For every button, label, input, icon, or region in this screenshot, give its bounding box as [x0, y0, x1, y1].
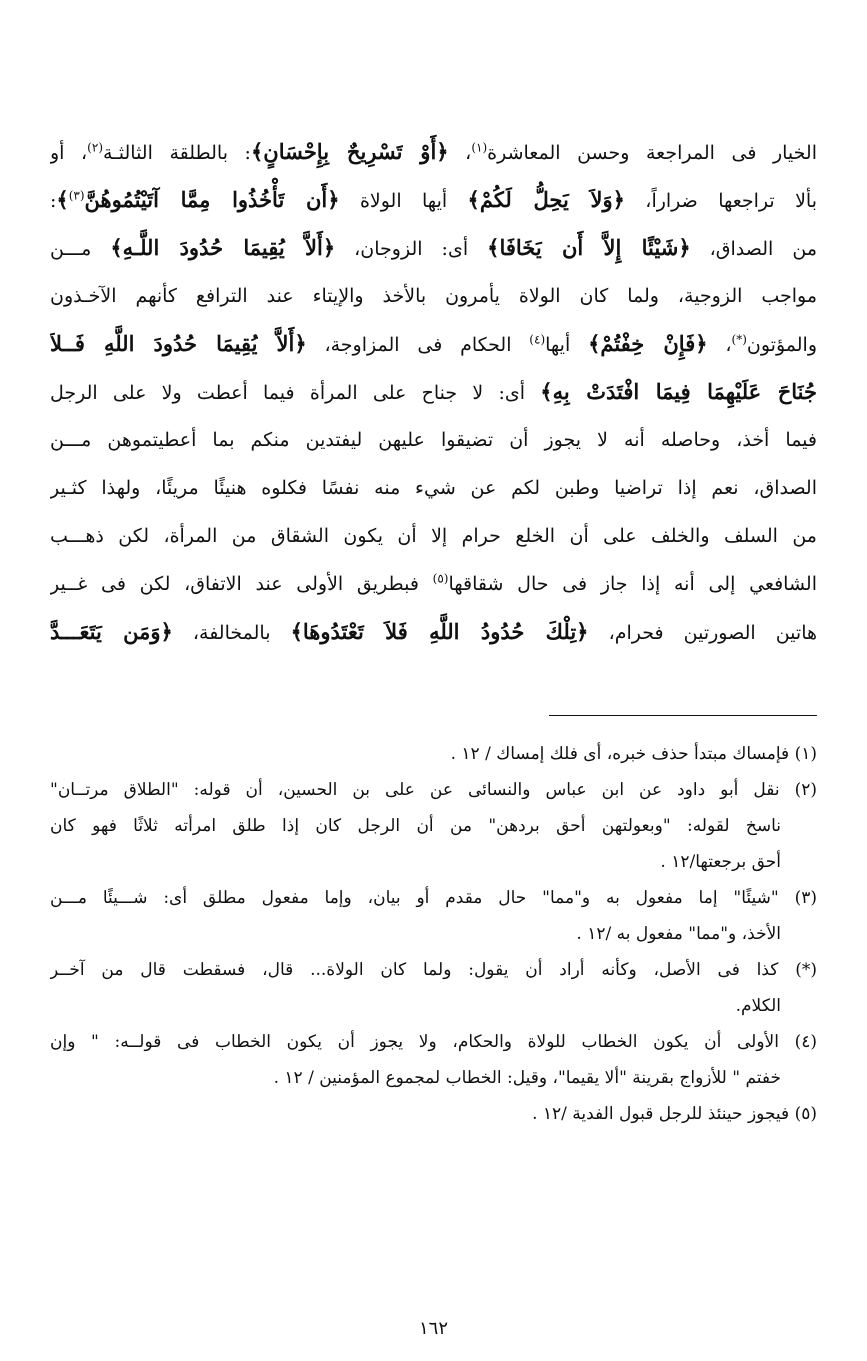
text-segment: الشافعي إلى أنه إذا جاز فى حال شقاقها — [448, 573, 817, 595]
text-segment: أى: الزوجان، — [335, 238, 488, 260]
footnote-marker: (١) — [471, 140, 488, 155]
text-segment: فيما أخذ، وحاصله أنه لا يجوز أن تضيقوا عليهن ليفتدين منكم بما أعطيتموهن مـــن — [50, 429, 817, 451]
footnote-marker: (*) — [731, 332, 747, 347]
quran-quote: ﴾ — [56, 187, 69, 212]
quran-quote: ﴿أَلاَّ يُقِيمَا حُدُودَ اللَّـهِ﴾ — [110, 235, 336, 260]
text-segment: هاتين الصورتين فحرام، — [588, 622, 817, 644]
text-segment: من السلف والخلف على أن الخلع حرام إلا أن يكون الشقاق من المرأة، لكن ذهـــب — [50, 525, 817, 547]
footnote-line: (٤) الأولى أن يكون الخطاب للولاة والحكام، ولا يجوز أن يكون الخطاب فى قولــه: " وإن — [50, 1032, 817, 1052]
text-line — [50, 320, 817, 368]
footnote-line: (٣) "شيئًا" إما مفعول به و"مما" حال مقدم أو بيان، وإما مفعول مطلق أى: شـــيئًا مـــن — [50, 888, 817, 908]
text-line — [50, 512, 817, 560]
quran-quote: ﴿أَن تَأْخُذُوا مِمَّا آتَيْتُمُوهُنَّ — [84, 187, 340, 212]
text-segment: مـــن — [50, 238, 111, 260]
footnote-line: أحق برجعتها/١٢ . — [660, 852, 781, 872]
text-segment: من الصداق، — [690, 238, 817, 260]
text-segment: ، — [448, 142, 472, 164]
footnote-line: خفتم " للأزواج بقرينة "ألا يقيما"، وقيل: الخطاب لمجموع المؤمنين / ١٢ . — [273, 1068, 781, 1088]
quran-quote: ﴿وَلاَ يَحِلُّ لَكُمْ﴾ — [467, 187, 625, 212]
footnote-line: (٥) فيجوز حينئذ للرجل قبول الفدية /١٢ . — [532, 1104, 817, 1124]
footnote-line: الأخذ، و"مما" مفعول به /١٢ . — [576, 924, 781, 944]
text-segment: ، أو — [50, 142, 88, 164]
text-line — [50, 560, 817, 608]
text-line — [50, 272, 817, 320]
text-line — [50, 224, 817, 272]
text-line — [50, 416, 817, 464]
text-segment: الخيار فى المراجعة وحسن المعاشرة — [487, 142, 817, 164]
text-line — [50, 608, 817, 656]
text-segment: فبطريق الأولى عند الاتفاق، لكن فى غــير — [50, 573, 433, 595]
footnote-divider — [549, 715, 817, 716]
text-line — [50, 464, 817, 512]
text-segment: مواجب الزوجية، ولما كان الولاة يأمرون بالأخذ والإيتاء عند الترافع كأنهم الآخـذون — [50, 285, 817, 307]
footnote-line: ناسخ لقوله: "وبعولتهن أحق بردهن" من أن الرجل كان إذا طلق امرأته ثلاثًا فهو كان — [50, 816, 781, 836]
text-segment: أيها الولاة — [339, 190, 468, 212]
quran-quote: ﴿فَإِنْ خِفْتُمْ﴾ — [588, 331, 708, 356]
text-segment: الصداق، نعم إذا تراضيا وطبن لكم عن شيء منه نفسًا فكلوه هنيئًا مريئًا، ولهذا كثـير — [50, 477, 817, 499]
footnote-line: (١) فإمساك مبتدأ حذف خبره، أى فلك إمساك / ١٢ . — [450, 744, 817, 764]
quran-quote: ﴿أَلاَّ يُقِيمَا حُدُودَ اللَّهِ فَــلاَ — [50, 331, 307, 356]
footnote-line: الكلام. — [735, 996, 781, 1016]
text-segment: بالمخالفة، — [172, 622, 291, 644]
footnote-marker: (٥) — [432, 571, 449, 586]
text-line — [50, 128, 817, 176]
footnote-line: (٢) نقل أبو داود عن ابن عباس والنسائى عن على بن الحسين، أن قوله: "الطلاق مرتــان" — [50, 780, 817, 800]
main-text — [50, 128, 817, 656]
text-segment: الحكام فى المزاوجة، — [306, 334, 530, 356]
text-segment: أيها — [545, 334, 589, 356]
text-line — [50, 176, 817, 224]
text-segment: : بالطلقة الثالثـة — [103, 142, 251, 164]
text-segment: : — [50, 190, 57, 212]
footnote-marker: (٤) — [529, 332, 546, 347]
footnotes — [50, 736, 817, 1132]
quran-quote: ﴿وَمَن يَتَعَـــدَّ — [50, 619, 173, 644]
footnote-line: (*) كذا فى الأصل، وكأنه أراد أن يقول: ولما كان الولاة... قال، فسقطت قال من آخــر — [50, 960, 817, 980]
footnote-marker: (٣) — [68, 188, 85, 203]
quran-quote: ﴿تِلْكَ حُدُودُ اللَّهِ فَلاَ تَعْتَدُوهَا﴾ — [290, 619, 589, 644]
quran-quote: ﴿أَوْ تَسْرِيحٌ بِإِحْسَانٍ﴾ — [250, 139, 449, 164]
text-segment: والمؤتون — [746, 334, 817, 356]
text-segment: بألا تراجعها ضراراً، — [624, 190, 817, 212]
text-segment: ، — [707, 334, 732, 356]
quran-quote: ﴿شَيْئًا إِلاَّ أَن يَخَافَا﴾ — [487, 235, 691, 260]
quran-quote: جُنَاحَ عَلَيْهِمَا فِيمَا افْتَدَتْ بِهِ﴾ — [540, 379, 817, 404]
footnote-marker: (٢) — [87, 140, 103, 155]
page-number: ١٦٢ — [418, 1318, 448, 1339]
text-line — [50, 368, 817, 416]
text-segment: أى: لا جناح على المرأة فيما أعطت ولا على الرجل — [50, 382, 541, 404]
